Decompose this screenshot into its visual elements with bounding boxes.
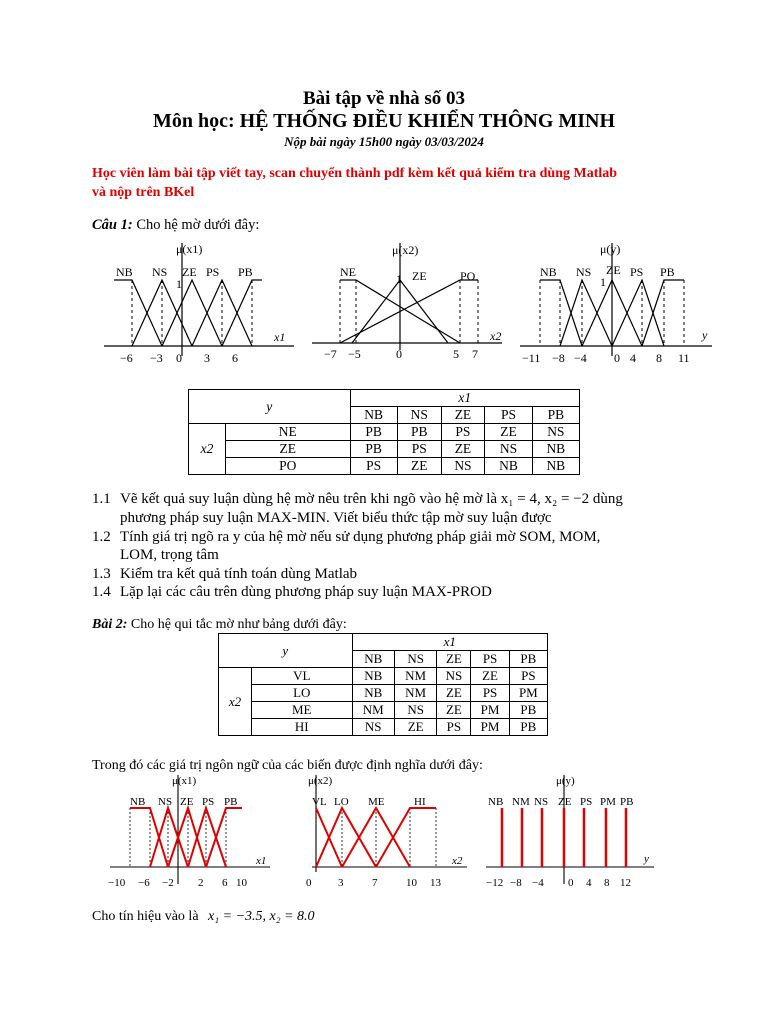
q2p3-axis: y bbox=[644, 853, 649, 865]
q2-cell: NS bbox=[394, 702, 436, 719]
q1p3-axis: y bbox=[702, 328, 708, 342]
q1-cell: NS bbox=[441, 458, 485, 475]
q2p1-set: ZE bbox=[180, 796, 194, 808]
q2p1-set: PB bbox=[224, 796, 238, 808]
q2p2-tick: 13 bbox=[430, 877, 441, 889]
q1p1-set: ZE bbox=[182, 265, 197, 279]
q2p2-tick: 7 bbox=[372, 877, 378, 889]
q1p1-tick: −6 bbox=[120, 351, 133, 365]
q1p3-set: PS bbox=[630, 265, 644, 279]
q2-col-header: PS bbox=[471, 651, 509, 668]
q1-cell: PS bbox=[441, 424, 485, 441]
q1p2-axis: x2 bbox=[490, 329, 502, 343]
q2p1-tick: 2 bbox=[198, 877, 204, 889]
q1-cell: ZE bbox=[485, 424, 532, 441]
instruction-line1: Học viên làm bài tập viết tay, scan chuyển thành pdf kèm kết quả kiểm tra dùng Matlab bbox=[92, 166, 618, 181]
q2p3-set: PM bbox=[600, 796, 616, 808]
q1p3-tick: 8 bbox=[656, 351, 662, 365]
instruction-line2: và nộp trên BKel bbox=[92, 185, 195, 200]
q2-row-header: VL bbox=[252, 668, 353, 685]
q1-plot-x2 bbox=[312, 238, 512, 368]
q1-cell: ZE bbox=[441, 441, 485, 458]
q1-item-num: 1.2 bbox=[92, 529, 111, 545]
q1-item-text: LOM, trọng tâm bbox=[120, 547, 219, 563]
q2-row-header: LO bbox=[252, 685, 353, 702]
q2p3-tick: 8 bbox=[604, 877, 610, 889]
q2p3-ylabel: μ(y) bbox=[556, 775, 575, 787]
q2p1-tick: 6 bbox=[222, 877, 228, 889]
q1-item-text: Lặp lại các câu trên dùng phương pháp suy luận MAX-PROD bbox=[120, 584, 492, 600]
q2-plot-y bbox=[484, 772, 664, 892]
q1p1-set: NB bbox=[116, 265, 133, 279]
q1p2-set: ZE bbox=[412, 269, 427, 283]
q1-cell: NB bbox=[485, 458, 532, 475]
q2-cell: PM bbox=[471, 719, 509, 736]
q1-col-header: NS bbox=[397, 407, 441, 424]
q1p3-tick: −4 bbox=[574, 351, 587, 365]
q1-cell: NS bbox=[485, 441, 532, 458]
q2p1-axis: x1 bbox=[256, 855, 267, 867]
q2p1-tick: 10 bbox=[236, 877, 247, 889]
q1p1-tick: 3 bbox=[204, 351, 210, 365]
q2p3-set: ZE bbox=[558, 796, 572, 808]
q1p1-set: NS bbox=[152, 265, 168, 279]
q1p2-tick: −5 bbox=[348, 347, 361, 361]
q1-plot-x1 bbox=[104, 238, 304, 368]
q1-cell: PB bbox=[397, 424, 441, 441]
q1-cell: PS bbox=[397, 441, 441, 458]
q1p1-axis: x1 bbox=[274, 330, 286, 344]
q2-cell: PS bbox=[437, 719, 471, 736]
q1-item-text: Kiểm tra kết quả tính toán dùng Matlab bbox=[120, 566, 358, 582]
q1p1-ylabel: μ(x1) bbox=[176, 242, 203, 256]
q2p1-set: NS bbox=[158, 796, 173, 808]
q1-table-corner: y bbox=[189, 390, 351, 424]
q2-cell: NB bbox=[352, 668, 394, 685]
q2p1-tick: −6 bbox=[138, 877, 150, 889]
q2p3-tick: −4 bbox=[532, 877, 544, 889]
q2-cell: PB bbox=[509, 702, 547, 719]
q2-signal-label: Cho tín hiệu vào là bbox=[92, 909, 199, 924]
q2-cell: PM bbox=[471, 702, 509, 719]
q2p2-set: VL bbox=[312, 796, 327, 808]
q1-col-header: PB bbox=[532, 407, 579, 424]
q1p3-set: NS bbox=[576, 265, 592, 279]
q1p2-tick: 7 bbox=[472, 347, 478, 361]
q1p2-set: PO bbox=[460, 269, 476, 283]
q1p3-tick: 0 bbox=[614, 351, 620, 365]
q2-cell: ZE bbox=[394, 719, 436, 736]
q1p2-tick: −7 bbox=[324, 347, 337, 361]
q1p2-tick: 5 bbox=[453, 347, 459, 361]
q1-row-header: PO bbox=[226, 458, 351, 475]
q1p3-tick: 11 bbox=[678, 351, 690, 365]
q2-text: Cho hệ qui tắc mờ như bảng dưới đây: bbox=[130, 617, 347, 632]
q1-item-num: 1.1 bbox=[92, 491, 111, 507]
q2-col-header: NB bbox=[352, 651, 394, 668]
q1p3-tick: 4 bbox=[630, 351, 636, 365]
q1-cell: ZE bbox=[397, 458, 441, 475]
q1-table-yvar: x2 bbox=[189, 424, 226, 475]
q2-cell: PS bbox=[509, 668, 547, 685]
q1-item-num: 1.3 bbox=[92, 566, 111, 582]
q2p3-set: NM bbox=[512, 796, 530, 808]
q2p2-tick: 3 bbox=[338, 877, 344, 889]
subject-title: Môn học: HỆ THỐNG ĐIỀU KHIỂN THÔNG MINH bbox=[152, 110, 616, 132]
q2p2-ylabel: μ(x2) bbox=[308, 775, 333, 787]
deadline: Nộp bài ngày 15h00 ngày 03/03/2024 bbox=[284, 134, 484, 149]
assignment-title: Bài tập về nhà số 03 bbox=[302, 88, 466, 109]
q2p2-set: HI bbox=[414, 796, 426, 808]
q2-plot-x2 bbox=[302, 772, 472, 892]
q2-plot-x1 bbox=[110, 772, 280, 892]
q2p2-tick: 10 bbox=[406, 877, 417, 889]
q1p1-tick: −3 bbox=[150, 351, 163, 365]
q2p3-tick: 4 bbox=[586, 877, 592, 889]
q1-cell: PB bbox=[350, 441, 397, 458]
q1p3-one: 1 bbox=[600, 275, 606, 289]
q2p2-set: ME bbox=[368, 796, 385, 808]
q2p1-ylabel: μ(x1) bbox=[172, 775, 197, 787]
q1-label: Câu 1: bbox=[92, 217, 133, 233]
q2-cell: PS bbox=[471, 685, 509, 702]
q1-cell: PB bbox=[350, 424, 397, 441]
q1p2-one: 1 bbox=[396, 272, 402, 286]
q1p2-ylabel: μ(x2) bbox=[392, 243, 419, 257]
q2p1-tick: −10 bbox=[108, 877, 126, 889]
q2p2-axis: x2 bbox=[452, 855, 463, 867]
q2-table-corner: y bbox=[219, 634, 353, 668]
q1p3-set: PB bbox=[660, 265, 675, 279]
q2-row-header: HI bbox=[252, 719, 353, 736]
q1-item-text: Vẽ kết quả suy luận dùng hệ mờ nêu trên khi ngõ vào hệ mờ là x₁ = 4, x₂ = −2 dùng bbox=[120, 491, 623, 507]
q1-item-text: phương pháp suy luận MAX-MIN. Viết biểu thức tập mờ suy luận được bbox=[120, 510, 552, 526]
q1-row-header: NE bbox=[226, 424, 351, 441]
q1p2-tick: 0 bbox=[396, 347, 402, 361]
q2p3-tick: −12 bbox=[486, 877, 504, 889]
q2p2-tick: 0 bbox=[306, 877, 312, 889]
q2-cell: NS bbox=[352, 719, 394, 736]
q1p3-set: NB bbox=[540, 265, 557, 279]
q1-cell: NS bbox=[532, 424, 579, 441]
q1p3-tick: −11 bbox=[522, 351, 541, 365]
q2p3-set: NB bbox=[488, 796, 504, 808]
q2p3-tick: 0 bbox=[568, 877, 574, 889]
q1-cell: PS bbox=[350, 458, 397, 475]
q2p1-tick: −2 bbox=[162, 877, 174, 889]
q2p2-set: LO bbox=[334, 796, 349, 808]
q2-cell: NS bbox=[437, 668, 471, 685]
q1p3-ylabel: μ(y) bbox=[600, 242, 621, 256]
q2-cell: ZE bbox=[437, 685, 471, 702]
q1p1-set: PB bbox=[238, 265, 253, 279]
q1-item-num: 1.4 bbox=[92, 584, 111, 600]
q2-cell: PB bbox=[509, 719, 547, 736]
q2-signal: x₁ = −3.5, x₂ = 8.0 bbox=[208, 909, 315, 924]
q2-cell: NM bbox=[352, 702, 394, 719]
q2-row-header: ME bbox=[252, 702, 353, 719]
q2p3-set: NS bbox=[534, 796, 549, 808]
q1p1-one: 1 bbox=[176, 277, 182, 291]
q2p1-set: PS bbox=[202, 796, 215, 808]
q2p3-set: PS bbox=[580, 796, 593, 808]
q2-rule-table bbox=[218, 633, 548, 736]
q1-row-header: ZE bbox=[226, 441, 351, 458]
q1p1-set: PS bbox=[206, 265, 220, 279]
q1p3-set: ZE bbox=[606, 263, 621, 277]
q1-col-header: PS bbox=[485, 407, 532, 424]
q2-label: Bài 2: bbox=[92, 617, 128, 632]
q1p1-tick: 6 bbox=[232, 351, 238, 365]
q1p3-tick: −8 bbox=[552, 351, 565, 365]
q2-cell: ZE bbox=[471, 668, 509, 685]
q1p1-tick: 0 bbox=[176, 351, 182, 365]
q2p3-set: PB bbox=[620, 796, 634, 808]
q2-cell: PM bbox=[509, 685, 547, 702]
q1-col-header: ZE bbox=[441, 407, 485, 424]
q2-cell: NB bbox=[352, 685, 394, 702]
q2-col-header: ZE bbox=[437, 651, 471, 668]
q2-desc: Trong đó các giá trị ngôn ngữ của các biến được định nghĩa dưới đây: bbox=[92, 758, 483, 773]
q2-col-header: PB bbox=[509, 651, 547, 668]
q1-rule-table bbox=[188, 389, 580, 475]
q2p3-tick: 12 bbox=[620, 877, 631, 889]
q1p2-set: NE bbox=[340, 265, 356, 279]
q1-col-header: NB bbox=[350, 407, 397, 424]
q1-cell: NB bbox=[532, 458, 579, 475]
q2p1-set: NB bbox=[130, 796, 146, 808]
q1-text: Cho hệ mờ dưới đây: bbox=[136, 217, 260, 233]
q1-cell: NB bbox=[532, 441, 579, 458]
q2-cell: NM bbox=[394, 685, 436, 702]
q2-cell: ZE bbox=[437, 702, 471, 719]
q1-table-xvar: x1 bbox=[350, 390, 579, 407]
q1-plot-y bbox=[520, 238, 720, 368]
q2-table-yvar: x2 bbox=[219, 668, 252, 736]
q2-cell: NM bbox=[394, 668, 436, 685]
q2p3-tick: −8 bbox=[510, 877, 522, 889]
q2-table-xvar: x1 bbox=[352, 634, 547, 651]
q1-item-text: Tính giá trị ngõ ra y của hệ mờ nếu sử dụng phương pháp giải mờ SOM, MOM, bbox=[120, 529, 601, 545]
q2-col-header: NS bbox=[394, 651, 436, 668]
